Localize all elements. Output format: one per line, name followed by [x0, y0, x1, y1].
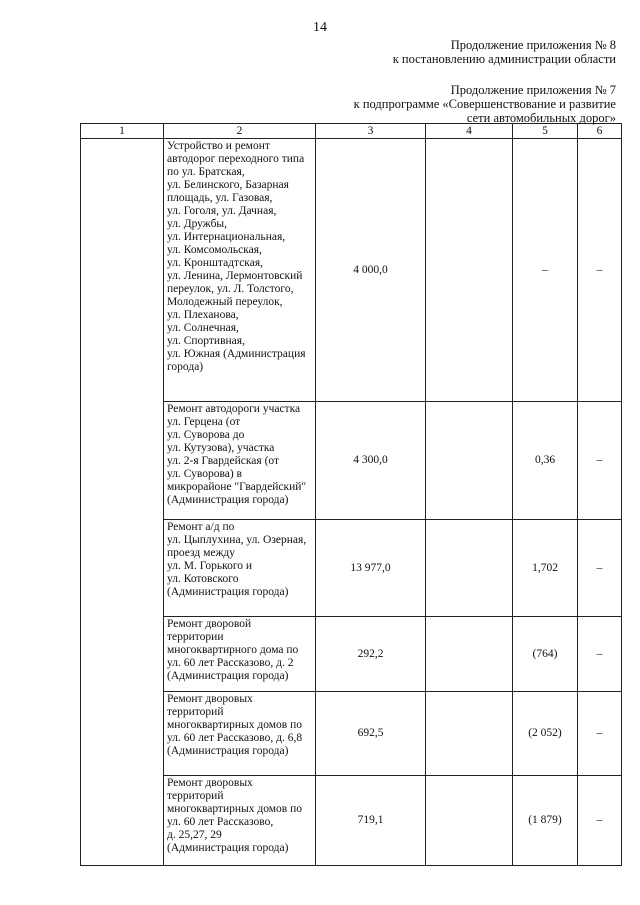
column-5-cell: (764): [513, 617, 578, 692]
name-line: ул. Кронштадтская,: [167, 257, 263, 269]
name-line: ул. Котовского: [167, 573, 239, 585]
name-line: ул. 60 лет Рассказово,: [167, 816, 274, 828]
column-4-cell: [426, 520, 513, 617]
amount-cell: 692,5: [316, 692, 426, 776]
table-body: [81, 139, 622, 866]
name-line: ул. М. Горького и: [167, 560, 253, 572]
column-6-cell: –: [578, 617, 622, 692]
appendix-7-header: [354, 83, 616, 125]
appendix-7-subtitle-2: сети автомобильных дорог»: [466, 111, 616, 125]
name-line: территорий: [167, 790, 224, 802]
name-line: ул. Цыплухина, ул. Озерная,: [167, 534, 307, 546]
name-line: ул. Белинского, Базарная: [167, 179, 289, 191]
name-line: Устройство и ремонт: [167, 140, 270, 152]
row-name-cell: [164, 617, 316, 692]
name-line: ул. 2-я Гвардейская (от: [167, 455, 280, 467]
name-line: микрорайоне "Гвардейский": [167, 481, 307, 493]
column-number-3: 3: [316, 124, 426, 139]
name-line: многоквартирного дома по: [167, 644, 299, 656]
name-line: (Администрация города): [167, 670, 289, 682]
amount-cell: 292,2: [316, 617, 426, 692]
name-line: ул. Южная (Администрация: [167, 348, 306, 360]
name-line: автодорог переходного типа: [167, 153, 305, 165]
column-number-1: 1: [81, 124, 164, 139]
name-line: территории: [167, 631, 224, 643]
amount-cell: 13 977,0: [316, 520, 426, 617]
name-line: Ремонт дворовой: [167, 618, 252, 630]
name-line: ул. Спортивная,: [167, 335, 245, 347]
name-line: Ремонт а/д по: [167, 521, 235, 533]
appendix-8-title: Продолжение приложения № 8: [450, 38, 616, 52]
column-5-cell: (1 879): [513, 776, 578, 866]
name-line: Ремонт дворовых: [167, 693, 253, 705]
row-name-cell: [164, 692, 316, 776]
column-4-cell: [426, 692, 513, 776]
name-line: ул. Гоголя, ул. Дачная,: [167, 205, 277, 217]
name-line: города): [167, 361, 204, 373]
name-line: ул. Суворова до: [167, 429, 245, 441]
page-number: 14: [313, 20, 327, 35]
column-4-cell: [426, 776, 513, 866]
name-line: ул. Кутузова), участка: [167, 442, 275, 454]
name-line: Молодежный переулок,: [167, 296, 283, 308]
name-line: территорий: [167, 706, 224, 718]
name-line: (Администрация города): [167, 586, 289, 598]
column-6-cell: –: [578, 139, 622, 402]
appendix-7-subtitle-1: к подпрограмме «Совершенствование и развитие: [353, 97, 616, 111]
appendix-8-subtitle: к постановлению администрации области: [392, 52, 616, 66]
column-5-cell: (2 052): [513, 692, 578, 776]
column-5-cell: 0,36: [513, 402, 578, 520]
appendix-8-header: [393, 38, 616, 66]
column-number-6: 6: [578, 124, 622, 139]
amount-cell: 4 300,0: [316, 402, 426, 520]
name-line: ул. 60 лет Рассказово, д. 2: [167, 657, 294, 669]
row-name-cell: [164, 402, 316, 520]
amount-cell: 719,1: [316, 776, 426, 866]
column-6-cell: –: [578, 692, 622, 776]
name-line: (Администрация города): [167, 494, 289, 506]
name-line: ул. Ленина, Лермонтовский: [167, 270, 303, 282]
table-row: [81, 139, 622, 402]
row-name-cell: [164, 520, 316, 617]
column-4-cell: [426, 617, 513, 692]
name-line: многоквартирных домов по: [167, 719, 302, 731]
name-line: многоквартирных домов по: [167, 803, 302, 815]
name-line: переулок, ул. Л. Толстого,: [167, 283, 294, 295]
name-line: (Администрация города): [167, 745, 289, 757]
name-line: ул. Солнечная,: [167, 322, 239, 334]
name-line: ул. 60 лет Рассказово, д. 6,8: [167, 732, 303, 744]
column-number-2: 2: [164, 124, 316, 139]
column-4-cell: [426, 402, 513, 520]
column-6-cell: –: [578, 520, 622, 617]
column-4-cell: [426, 139, 513, 402]
column-number-row: [81, 124, 622, 139]
name-line: (Администрация города): [167, 842, 289, 854]
name-line: проезд между: [167, 547, 236, 559]
name-line: ул. Комсомольская,: [167, 244, 262, 256]
name-line: по ул. Братская,: [167, 166, 245, 178]
name-line: ул. Суворова) в: [167, 468, 242, 480]
column-5-cell: –: [513, 139, 578, 402]
column-number-4: 4: [426, 124, 513, 139]
amount-cell: 4 000,0: [316, 139, 426, 402]
name-line: Ремонт автодороги участка: [167, 403, 301, 415]
column-5-cell: 1,702: [513, 520, 578, 617]
name-line: ул. Интернациональная,: [167, 231, 286, 243]
name-line: площадь, ул. Газовая,: [167, 192, 273, 204]
name-line: ул. Дружбы,: [167, 218, 228, 230]
name-line: ул. Плеханова,: [167, 309, 239, 321]
column-number-5: 5: [513, 124, 578, 139]
row-name-cell: [164, 139, 316, 402]
row-name-cell: [164, 776, 316, 866]
column-6-cell: –: [578, 776, 622, 866]
table-header: [81, 124, 622, 139]
program-table: [80, 123, 622, 866]
name-line: Ремонт дворовых: [167, 777, 253, 789]
column-6-cell: –: [578, 402, 622, 520]
name-line: ул. Герцена (от: [167, 416, 241, 428]
row-group-cell: [81, 139, 164, 866]
name-line: д. 25,27, 29: [167, 829, 222, 841]
appendix-7-title: Продолжение приложения № 7: [450, 83, 616, 97]
